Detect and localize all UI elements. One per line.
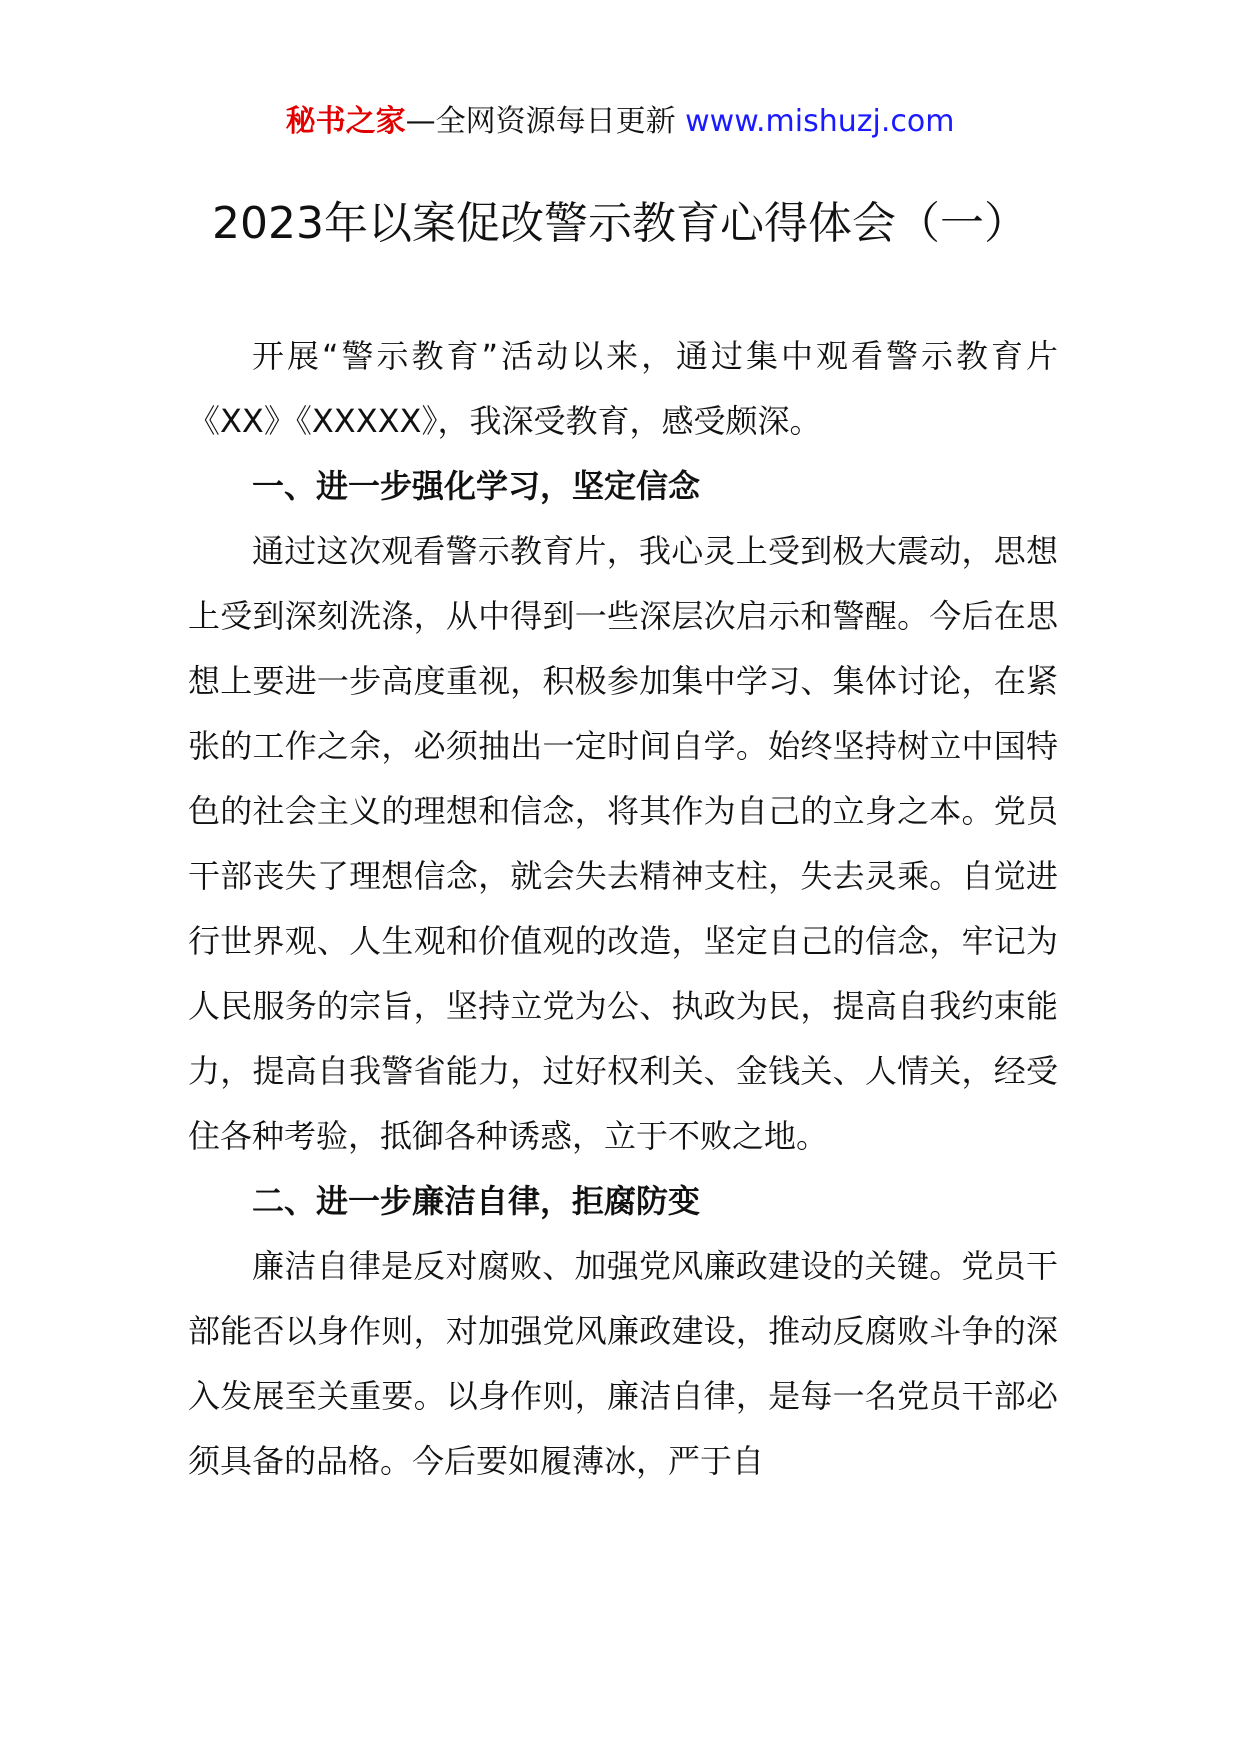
intro-paragraph: 开展“警示教育”活动以来，通过集中观看警示教育片《XX》《XXXXX》，我深受教育，感受颇深。 [188, 337, 1058, 440]
document-body [188, 324, 1058, 1494]
section-paragraph-2: 廉洁自律是反对腐败、加强党风廉政建设的关键。党员干部能否以身作则，对加强党风廉政建设，推动反腐败斗争的深入发展至关重要。以身作则，廉洁自律，是每一名党员干部必须具备的品格。今后要如履薄冰，严于自 [188, 1247, 1058, 1480]
site-header [0, 100, 1240, 144]
brand-name: 秘书之家 [285, 104, 406, 139]
document-title: 2023年以案促改警示教育心得体会（一） [212, 198, 1028, 249]
section-paragraph-1: 通过这次观看警示教育片，我心灵上受到极大震动，思想上受到深刻洗涤，从中得到一些深层次启示和警醒。今后在思想上要进一步高度重视，积极参加集中学习、集体讨论，在紧张的工作之余，必须抽出一定时间自学。始终坚持树立中国特色的社会主义的理想和信念，将其作为自己的立身之本。党员干部丧失了理想信念，就会失去精神支柱，失去灵乘。自觉进行世界观、人生观和价值观的改造，坚定自己的信念，牢记为人民服务的宗旨，坚持立党为公、执政为民，提高自我约束能力，提高自我警省能力，过好权利关、金钱关、人情关，经受住各种考验，抵御各种诱惑，立于不败之地。 [188, 532, 1058, 1155]
section-heading-1: 一、进一步强化学习，坚定信念 [252, 467, 701, 505]
header-slogan: —全网资源每日更新 [405, 104, 676, 139]
site-url-link[interactable]: www.mishuzj.com [685, 104, 955, 139]
section-heading-2: 二、进一步廉洁自律，拒腐防变 [252, 1182, 701, 1220]
